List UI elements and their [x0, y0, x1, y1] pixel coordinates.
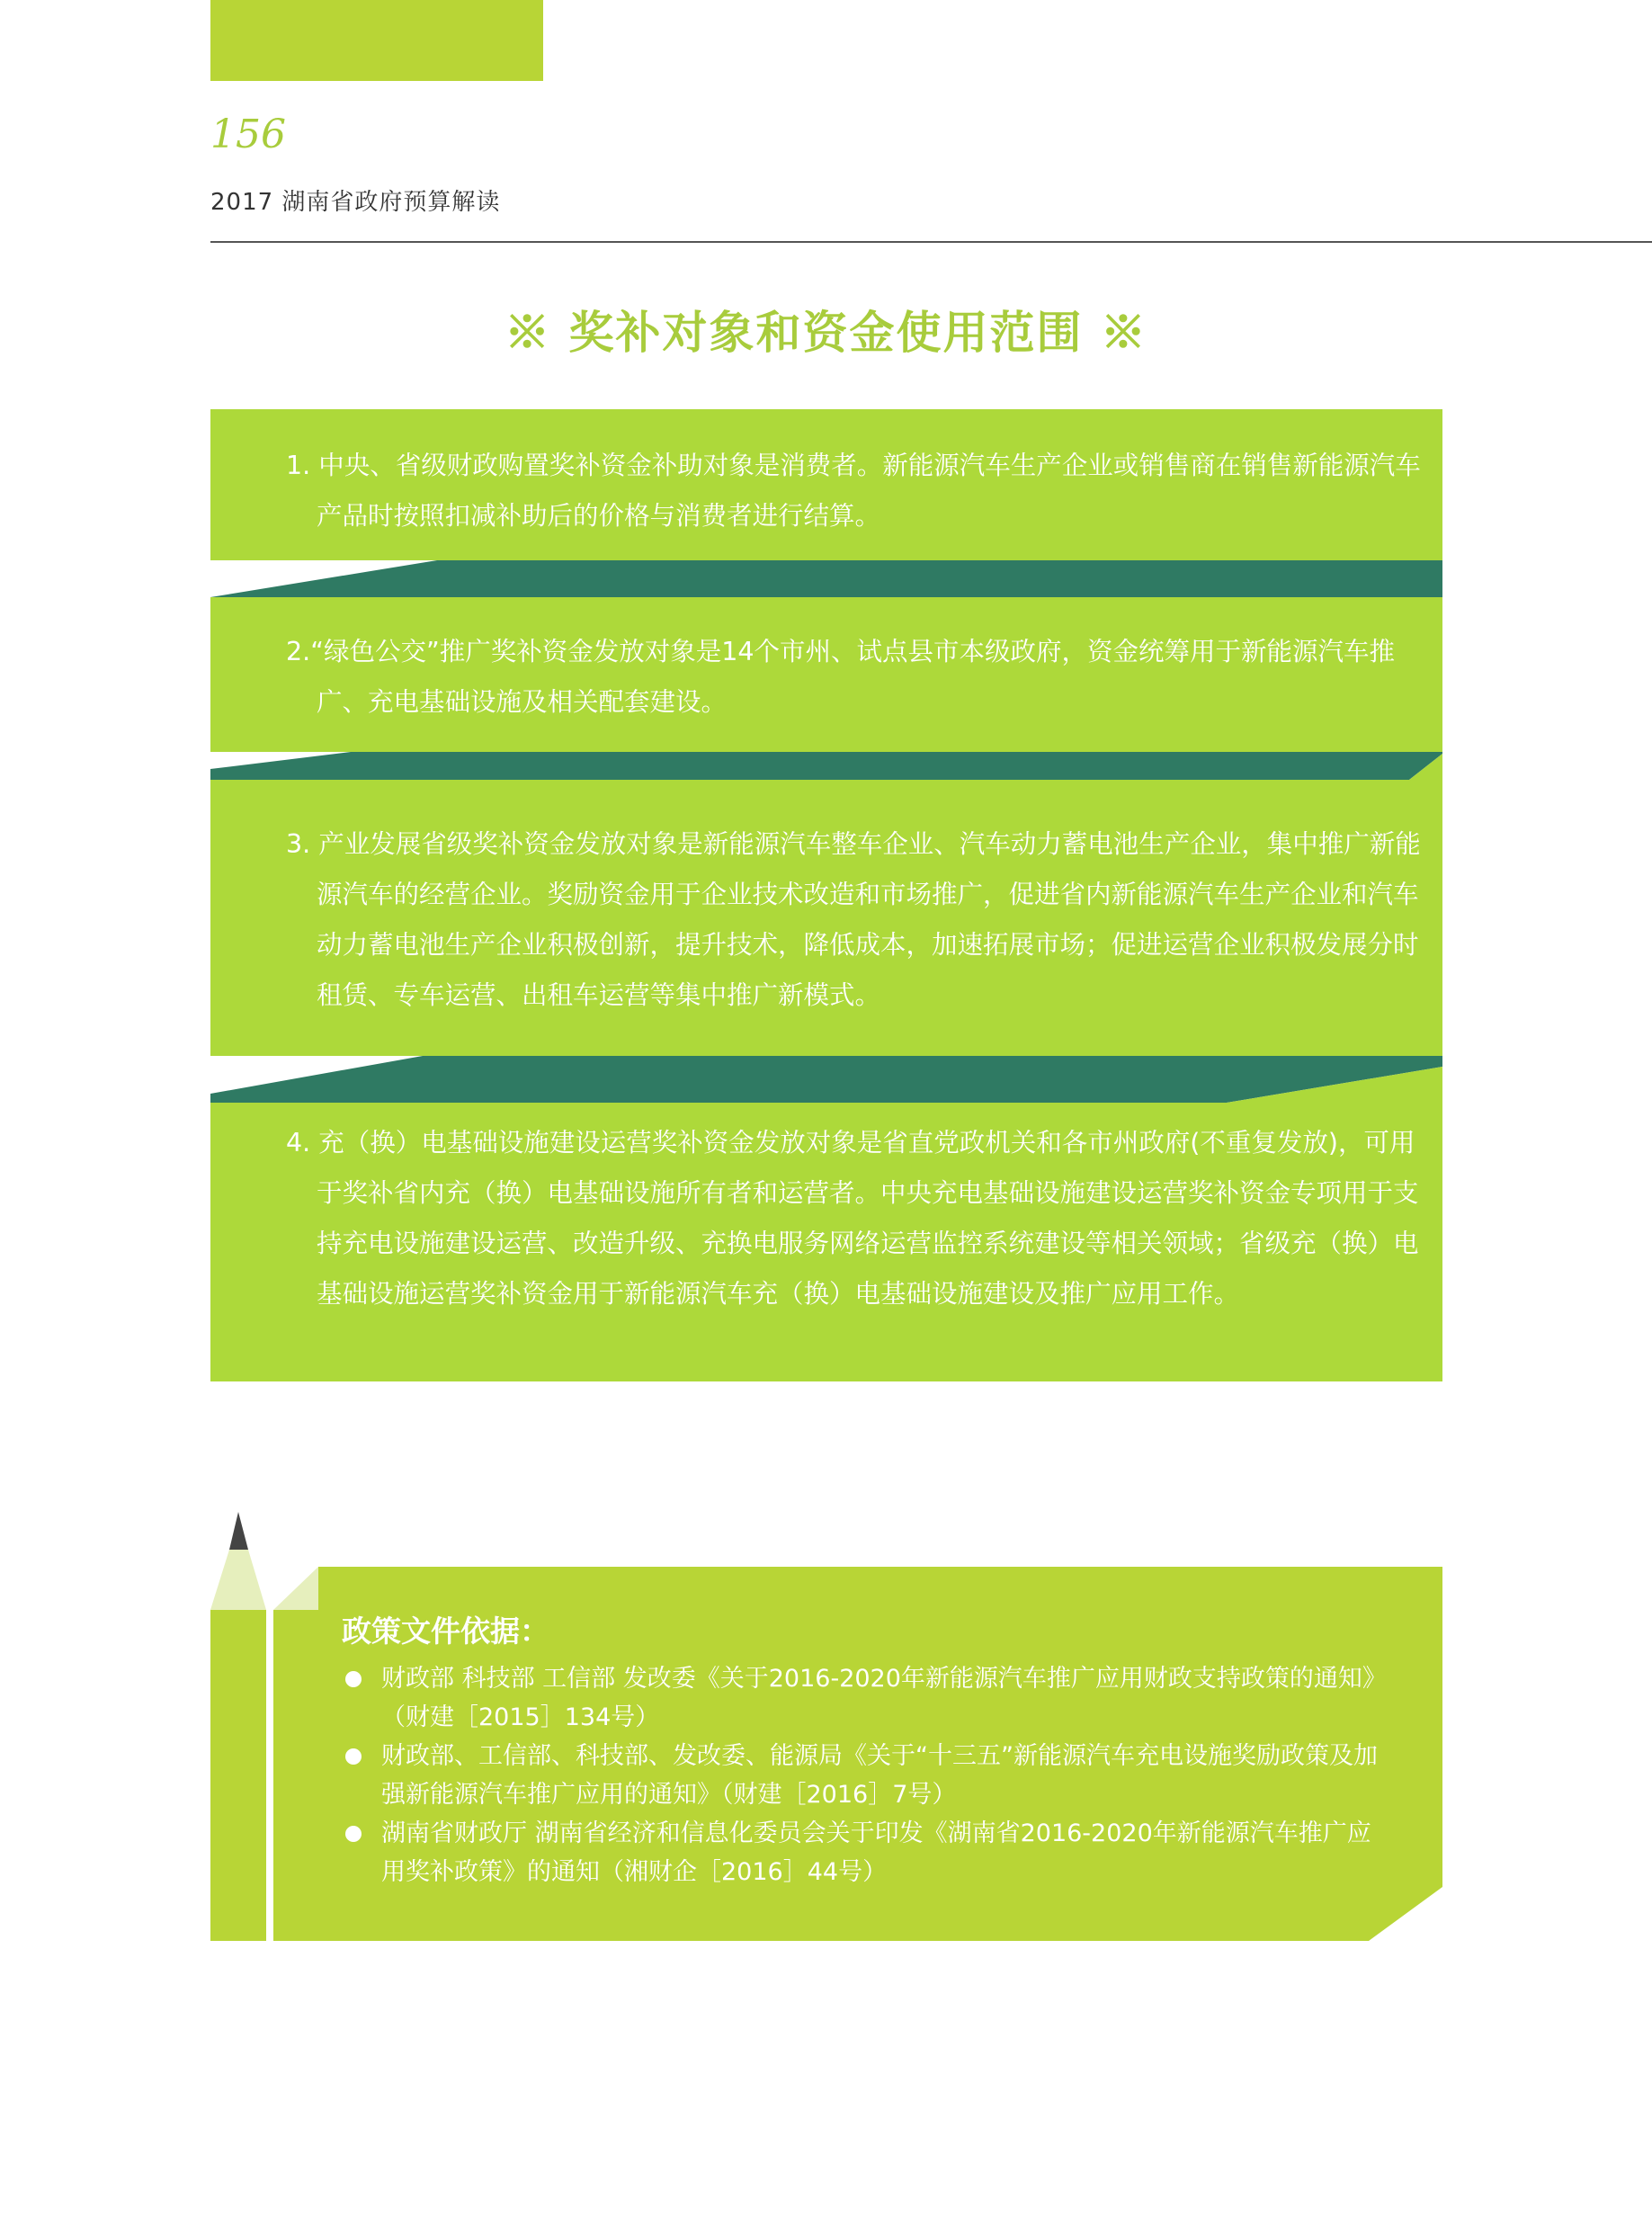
policy-doc-list — [345, 1659, 1384, 1891]
pencil-body — [210, 1610, 266, 1941]
ribbon-fold-3 — [210, 1056, 1442, 1103]
page-number: 156 — [210, 112, 286, 157]
running-header: 2017 湖南省政府预算解读 — [210, 189, 501, 216]
bullet-dot-icon — [345, 1826, 362, 1842]
funding-item-1: 1. 中央、省级财政购置奖补资金补助对象是消费者。新能源汽车生产企业或销售商在销售新能源汽车产品时按照扣减补助后的价格与消费者进行结算。 — [286, 451, 1421, 531]
policy-doc-text: 湖南省财政厅 湖南省经济和信息化委员会关于印发《湖南省2016-2020年新能源汽车推广应用奖补政策》的通知（湘财企［2016］44号） — [381, 1819, 1371, 1886]
policy-doc-text: 财政部 科技部 工信部 发改委《关于2016-2020年新能源汽车推广应用财政支持政策的通知》（财建［2015］134号） — [381, 1665, 1375, 1731]
funding-item-2: 2.“绿色公交”推广奖补资金发放对象是14个市州、试点县市本级政府，资金统筹用于新能源汽车推广、充电基础设施及相关配套建设。 — [286, 637, 1395, 717]
section-title: ※ 奖补对象和资金使用范围 ※ — [505, 306, 1147, 359]
ribbon-fold-1 — [210, 560, 1442, 597]
policy-doc-text: 财政部、工信部、科技部、发改委、能源局《关于“十三五”新能源汽车充电设施奖励政策及加强新能源汽车推广应用的通知》（财建［2016］7号） — [381, 1742, 1378, 1809]
policy-note-fold — [273, 1567, 318, 1610]
funding-item-3: 3. 产业发展省级奖补资金发放对象是新能源汽车整车企业、汽车动力蓄电池生产企业，集中推广新能源汽车的经营企业。奖励资金用于企业技术改造和市场推广，促进省内新能源汽车生产企业和汽车动力蓄电池生产企业积极创新，提升技术，降低成本，加速拓展市场；促进运营企业积极发展分时租赁、专车运营、出租车运营等集中推广新模式。 — [286, 829, 1421, 1010]
pencil-lead — [229, 1512, 248, 1550]
pencil-tip — [210, 1550, 266, 1610]
funding-item-4: 4. 充（换）电基础设施建设运营奖补资金发放对象是省直党政机关和各市州政府(不重复发放)，可用于奖补省内充（换）电基础设施所有者和运营者。中央充电基础设施建设运营奖补资金专项用于支持充电设施建设运营、改造升级、充换电服务网络运营监控系统建设等相关领域；省级充（换）电基础设施运营奖补资金用于新能源汽车充（换）电基础设施建设及推广应用工作。 — [286, 1128, 1419, 1309]
policy-basis-title: 政策文件依据： — [342, 1614, 549, 1649]
bullet-dot-icon — [345, 1748, 362, 1765]
policy-doc-item — [345, 1737, 1384, 1814]
ribbon-fold-2 — [210, 752, 1442, 780]
policy-doc-item — [345, 1814, 1384, 1891]
bullet-dot-icon — [345, 1671, 362, 1687]
policy-doc-item — [345, 1659, 1384, 1737]
